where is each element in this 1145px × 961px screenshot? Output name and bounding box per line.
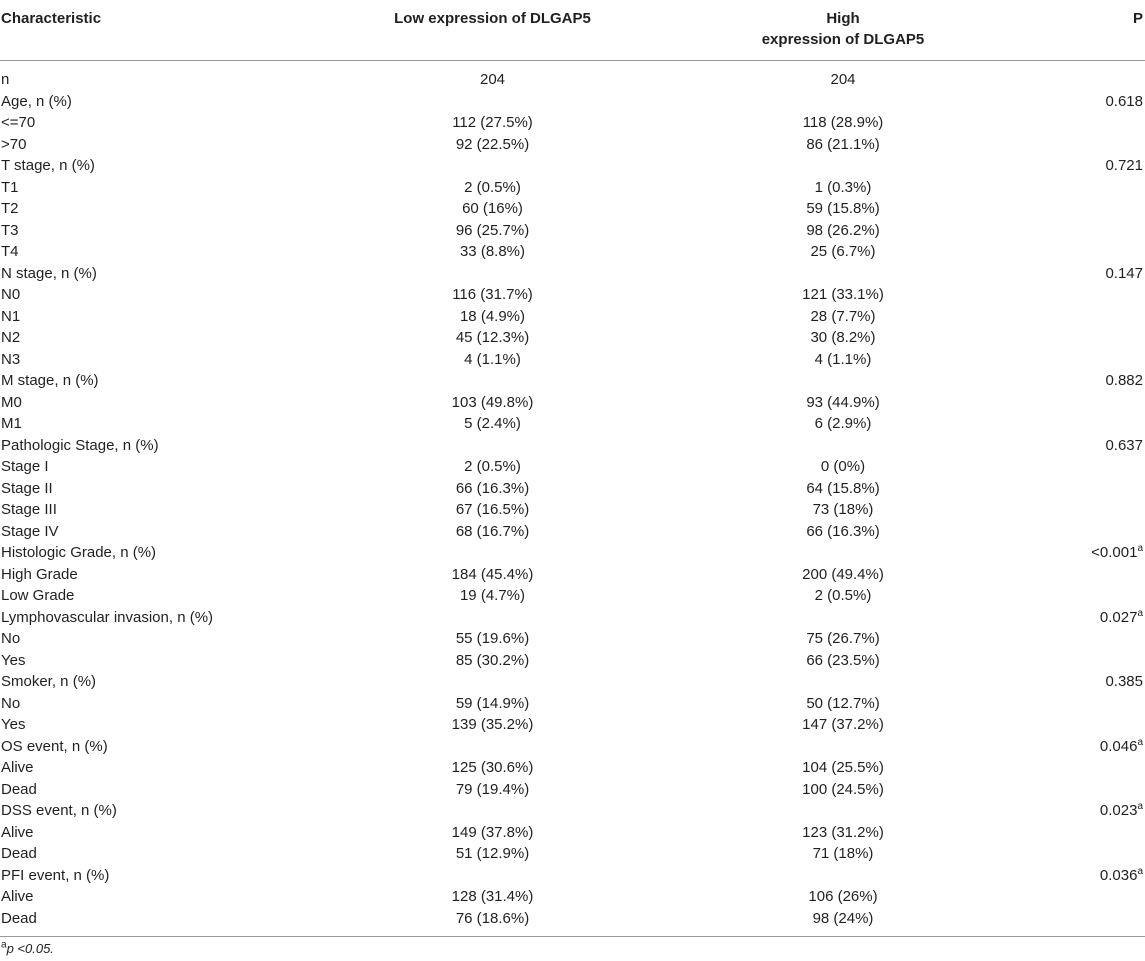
p-value-cell xyxy=(1001,521,1145,543)
table-row xyxy=(0,757,1145,779)
table-row xyxy=(0,693,1145,715)
row-label: M1 xyxy=(1,415,22,432)
p-value-cell xyxy=(1001,112,1145,134)
p-value: 0.147 xyxy=(1105,264,1143,282)
high-expression-value xyxy=(685,542,1001,564)
p-value: 0.618 xyxy=(1105,92,1143,110)
table-row xyxy=(0,435,1145,457)
significance-marker: a xyxy=(1137,607,1143,619)
p-value-cell xyxy=(1001,908,1145,937)
table-row xyxy=(0,284,1145,306)
row-label: <=70 xyxy=(1,114,36,131)
table-row xyxy=(0,865,1145,887)
p-value-cell xyxy=(1001,628,1145,650)
high-expression-value: 1 (0.3%) xyxy=(814,178,872,196)
high-expression-value: 104 (25.5%) xyxy=(802,759,884,776)
high-expression-value: 86 (21.1%) xyxy=(806,135,880,153)
row-label: Yes xyxy=(1,651,26,669)
table-body xyxy=(0,61,1145,937)
table-row xyxy=(0,220,1145,242)
p-value-cell xyxy=(1001,736,1145,758)
low-expression-value xyxy=(300,671,685,693)
p-value-cell xyxy=(1001,714,1145,736)
p-value-cell xyxy=(1001,349,1145,371)
low-expression-value: 184 (45.4%) xyxy=(451,565,534,583)
low-expression-value: 59 (14.9%) xyxy=(455,694,530,712)
header-row xyxy=(0,0,1145,61)
row-label: Histologic Grade, n (%) xyxy=(1,544,157,561)
table-row xyxy=(0,370,1145,392)
high-expression-value: 98 (24%) xyxy=(812,909,874,927)
high-expression-value: 200 (49.4%) xyxy=(802,565,884,583)
table-row xyxy=(0,908,1145,937)
low-expression-value xyxy=(300,542,685,564)
low-expression-value xyxy=(300,865,685,887)
table-row xyxy=(0,198,1145,220)
high-expression-value: 71 (18%) xyxy=(812,845,874,862)
table-row xyxy=(0,779,1145,801)
p-value: 0.721 xyxy=(1105,157,1143,174)
low-expression-value xyxy=(300,607,685,629)
low-expression-value: 67 (16.5%) xyxy=(455,501,530,518)
table-row xyxy=(0,392,1145,414)
row-label: Stage IV xyxy=(1,522,59,540)
low-expression-value: 112 (27.5%) xyxy=(452,114,533,131)
table-row xyxy=(0,134,1145,156)
low-expression-value: 116 (31.7%) xyxy=(452,286,533,303)
low-expression-value: 45 (12.3%) xyxy=(455,329,530,346)
row-label: DSS event, n (%) xyxy=(1,802,117,819)
row-label: N0 xyxy=(1,286,21,303)
p-value: <0.001 xyxy=(1091,544,1138,561)
high-expression-value: 25 (6.7%) xyxy=(810,243,876,260)
table-row xyxy=(0,177,1145,199)
p-value-cell xyxy=(1001,478,1145,500)
table-row xyxy=(0,607,1145,629)
row-label: Dead xyxy=(1,845,37,862)
header-low-expression: Low expression of DLGAP5 xyxy=(300,0,685,61)
row-label: Stage III xyxy=(1,501,57,518)
p-value-cell xyxy=(1001,757,1145,779)
low-expression-value: 76 (18.6%) xyxy=(455,909,530,927)
high-expression-value xyxy=(685,435,1001,457)
row-label: Lymphovascular invasion, n (%) xyxy=(1,608,214,626)
row-label: n xyxy=(1,71,10,88)
p-value-cell xyxy=(1001,263,1145,285)
p-value-cell xyxy=(1001,779,1145,801)
high-expression-value: 100 (24.5%) xyxy=(802,780,884,798)
significance-marker: a xyxy=(1137,736,1143,748)
low-expression-value xyxy=(300,435,685,457)
low-expression-value xyxy=(300,370,685,392)
high-expression-value: 93 (44.9%) xyxy=(806,393,880,411)
table-row xyxy=(0,564,1145,586)
low-expression-value: 51 (12.9%) xyxy=(455,845,530,862)
p-value-cell xyxy=(1001,865,1145,887)
high-expression-value: 118 (28.9%) xyxy=(802,114,884,131)
high-expression-value: 64 (15.8%) xyxy=(806,479,880,497)
table-footer xyxy=(0,937,1145,957)
header-high-expression xyxy=(685,0,1001,61)
table-row xyxy=(0,800,1145,822)
footnote-text: p <0.05. xyxy=(6,941,54,956)
p-value-cell xyxy=(1001,822,1145,844)
row-label: No xyxy=(1,694,21,712)
row-label: PFI event, n (%) xyxy=(1,866,110,884)
high-expression-value: 50 (12.7%) xyxy=(806,694,880,712)
high-expression-value: 6 (2.9%) xyxy=(814,415,872,432)
table-header xyxy=(0,0,1145,61)
header-characteristic: Characteristic xyxy=(0,0,300,61)
high-expression-value: 2 (0.5%) xyxy=(814,587,872,604)
low-expression-value: 68 (16.7%) xyxy=(455,522,530,540)
header-high-line2: expression of DLGAP5 xyxy=(761,31,925,48)
row-label: T1 xyxy=(1,178,19,196)
p-value-cell xyxy=(1001,585,1145,607)
high-expression-value xyxy=(685,736,1001,758)
row-label: Alive xyxy=(1,888,34,905)
table-row xyxy=(0,306,1145,328)
p-value-cell xyxy=(1001,392,1145,414)
row-label: High Grade xyxy=(1,565,78,583)
p-value-cell xyxy=(1001,370,1145,392)
row-label: N2 xyxy=(1,329,21,346)
header-high-line1: High xyxy=(826,10,860,27)
low-expression-value: 79 (19.4%) xyxy=(455,780,530,798)
p-value-cell xyxy=(1001,671,1145,693)
low-expression-value: 4 (1.1%) xyxy=(464,350,521,368)
footnote-marker: a xyxy=(1,939,7,951)
high-expression-value xyxy=(685,155,1001,177)
low-expression-value: 5 (2.4%) xyxy=(464,415,521,432)
p-value-cell xyxy=(1001,241,1145,263)
table-row xyxy=(0,843,1145,865)
header-p-value: P xyxy=(1001,0,1145,61)
high-expression-value: 66 (23.5%) xyxy=(806,651,880,669)
p-value: 0.036 xyxy=(1099,866,1138,884)
p-value-cell xyxy=(1001,435,1145,457)
p-value-cell xyxy=(1001,650,1145,672)
p-value-cell xyxy=(1001,843,1145,865)
row-label: OS event, n (%) xyxy=(1,737,108,755)
row-label: T stage, n (%) xyxy=(1,157,95,174)
table-row xyxy=(0,499,1145,521)
low-expression-value: 60 (16%) xyxy=(462,200,523,217)
row-label: Dead xyxy=(1,780,37,798)
row-label: N stage, n (%) xyxy=(1,264,97,282)
high-expression-value xyxy=(685,370,1001,392)
high-expression-value: 73 (18%) xyxy=(812,501,874,518)
row-label: T4 xyxy=(1,243,19,260)
high-expression-value: 123 (31.2%) xyxy=(802,823,884,841)
table-row xyxy=(0,241,1145,263)
high-expression-value: 66 (16.3%) xyxy=(806,522,880,540)
p-value-cell xyxy=(1001,800,1145,822)
table-row xyxy=(0,650,1145,672)
row-label: T2 xyxy=(1,200,19,217)
table-row xyxy=(0,349,1145,371)
row-label: Pathologic Stage, n (%) xyxy=(1,436,159,454)
p-value-cell xyxy=(1001,886,1145,908)
row-label: Stage I xyxy=(1,458,49,475)
row-label: N1 xyxy=(1,307,21,325)
p-value-cell xyxy=(1001,198,1145,220)
low-expression-value: 55 (19.6%) xyxy=(455,630,530,647)
low-expression-value: 19 (4.7%) xyxy=(459,587,526,604)
significance-marker: a xyxy=(1137,865,1143,877)
low-expression-value xyxy=(300,91,685,113)
table-row xyxy=(0,327,1145,349)
low-expression-value: 66 (16.3%) xyxy=(455,479,530,497)
p-value-cell xyxy=(1001,177,1145,199)
row-label: Alive xyxy=(1,823,34,841)
high-expression-value: 98 (26.2%) xyxy=(806,221,880,239)
table-row xyxy=(0,413,1145,435)
high-expression-value: 106 (26%) xyxy=(808,888,878,905)
p-value-cell xyxy=(1001,564,1145,586)
table-row xyxy=(0,155,1145,177)
table-row xyxy=(0,521,1145,543)
p-value-cell xyxy=(1001,327,1145,349)
high-expression-value xyxy=(685,865,1001,887)
table-row xyxy=(0,456,1145,478)
low-expression-value: 149 (37.8%) xyxy=(451,823,534,841)
high-expression-value: 0 (0%) xyxy=(820,458,866,475)
table-row xyxy=(0,736,1145,758)
table-row xyxy=(0,112,1145,134)
p-value-cell xyxy=(1001,284,1145,306)
table-row xyxy=(0,91,1145,113)
row-label: Smoker, n (%) xyxy=(1,673,97,690)
high-expression-value: 30 (8.2%) xyxy=(810,329,876,346)
high-expression-value xyxy=(685,91,1001,113)
low-expression-value: 125 (30.6%) xyxy=(451,759,534,776)
low-expression-value: 33 (8.8%) xyxy=(459,243,526,260)
significance-marker: a xyxy=(1137,543,1143,554)
row-label: T3 xyxy=(1,221,19,239)
p-value-cell xyxy=(1001,220,1145,242)
p-value-cell xyxy=(1001,413,1145,435)
low-expression-value: 2 (0.5%) xyxy=(464,458,521,475)
table-row xyxy=(0,263,1145,285)
low-expression-value: 2 (0.5%) xyxy=(464,178,521,196)
significance-marker: a xyxy=(1137,801,1143,812)
p-value-cell xyxy=(1001,607,1145,629)
high-expression-value: 147 (37.2%) xyxy=(802,716,884,733)
table-row xyxy=(0,542,1145,564)
row-label: Low Grade xyxy=(1,587,75,604)
low-expression-value: 204 xyxy=(479,71,506,88)
low-expression-value xyxy=(300,263,685,285)
p-value-cell xyxy=(1001,134,1145,156)
table-row xyxy=(0,671,1145,693)
row-label: Alive xyxy=(1,759,34,776)
high-expression-value: 204 xyxy=(830,71,856,88)
p-value-cell xyxy=(1001,155,1145,177)
low-expression-value xyxy=(300,736,685,758)
low-expression-value xyxy=(300,800,685,822)
high-expression-value xyxy=(685,671,1001,693)
low-expression-value xyxy=(300,155,685,177)
high-expression-value: 121 (33.1%) xyxy=(802,286,884,303)
table-row xyxy=(0,585,1145,607)
table-row xyxy=(0,822,1145,844)
p-value-cell xyxy=(1001,61,1145,91)
low-expression-value: 18 (4.9%) xyxy=(459,307,526,325)
row-label: No xyxy=(1,630,21,647)
high-expression-value: 28 (7.7%) xyxy=(810,307,876,325)
row-label: Dead xyxy=(1,909,37,927)
footnote xyxy=(0,937,1145,957)
low-expression-value: 103 (49.8%) xyxy=(451,393,534,411)
p-value: 0.046 xyxy=(1099,737,1138,755)
p-value-cell xyxy=(1001,306,1145,328)
low-expression-value: 92 (22.5%) xyxy=(455,135,530,153)
high-expression-value: 59 (15.8%) xyxy=(806,200,880,217)
table-row xyxy=(0,61,1145,91)
high-expression-value xyxy=(685,607,1001,629)
low-expression-value: 85 (30.2%) xyxy=(455,651,530,669)
row-label: Age, n (%) xyxy=(1,92,72,110)
row-label: M0 xyxy=(1,393,22,411)
p-value-cell xyxy=(1001,91,1145,113)
high-expression-value: 75 (26.7%) xyxy=(806,630,880,647)
table-row xyxy=(0,478,1145,500)
p-value: 0.385 xyxy=(1105,673,1143,690)
row-label: N3 xyxy=(1,350,21,368)
low-expression-value: 96 (25.7%) xyxy=(455,221,530,239)
row-label: >70 xyxy=(1,135,27,153)
p-value-cell xyxy=(1001,542,1145,564)
table-row xyxy=(0,628,1145,650)
p-value: 0.637 xyxy=(1105,436,1143,454)
high-expression-value xyxy=(685,800,1001,822)
p-value: 0.882 xyxy=(1105,372,1143,389)
high-expression-value xyxy=(685,263,1001,285)
low-expression-value: 139 (35.2%) xyxy=(451,716,534,733)
p-value-cell xyxy=(1001,499,1145,521)
row-label: M stage, n (%) xyxy=(1,372,99,389)
table-row xyxy=(0,714,1145,736)
row-label: Stage II xyxy=(1,479,53,497)
footnote-row xyxy=(0,937,1145,957)
table-row xyxy=(0,886,1145,908)
p-value: 0.023 xyxy=(1099,802,1138,819)
p-value-cell xyxy=(1001,693,1145,715)
p-value-cell xyxy=(1001,456,1145,478)
low-expression-value: 128 (31.4%) xyxy=(451,888,534,905)
p-value: 0.027 xyxy=(1099,608,1138,626)
row-label: Yes xyxy=(1,716,26,733)
high-expression-value: 4 (1.1%) xyxy=(814,350,872,368)
